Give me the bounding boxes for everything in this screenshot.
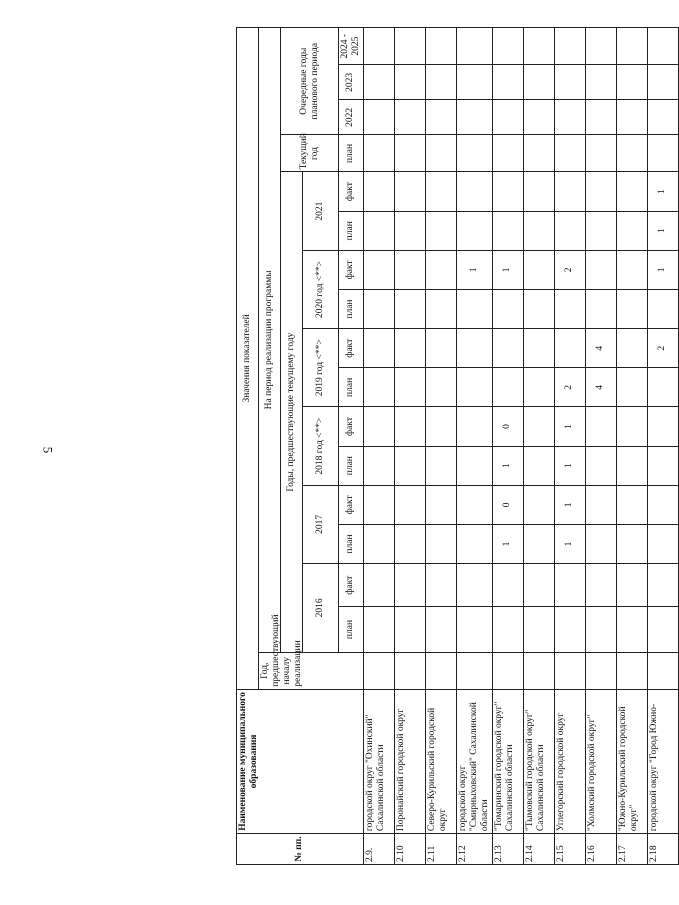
table-body xyxy=(363,28,678,865)
value-cell xyxy=(492,607,523,652)
header-2021: 2021 xyxy=(303,172,339,250)
value-cell xyxy=(394,368,425,407)
value-cell xyxy=(554,211,585,250)
value-cell xyxy=(523,368,554,407)
fact-2020: факт xyxy=(339,250,364,289)
value-cell xyxy=(492,368,523,407)
plan-2016: план xyxy=(339,607,364,652)
value-cell xyxy=(492,564,523,607)
value-cell xyxy=(616,100,647,135)
value-cell xyxy=(425,135,456,172)
value-cell: 4 xyxy=(585,329,616,368)
value-cell xyxy=(456,100,492,135)
value-cell xyxy=(363,28,394,65)
value-cell: 1 xyxy=(492,446,523,485)
value-cell xyxy=(523,485,554,524)
value-cell xyxy=(585,100,616,135)
municipality-name: "Тымовский городской округ" Сахалинской области xyxy=(523,689,554,833)
value-cell xyxy=(425,524,456,563)
fact-2019: факт xyxy=(339,329,364,368)
value-cell xyxy=(616,289,647,328)
header-current-year: Текущий год xyxy=(281,135,339,172)
value-cell xyxy=(456,485,492,524)
value-cell xyxy=(363,65,394,100)
base-year-cell xyxy=(456,652,492,689)
municipality-name: "Томаринский городской округ" Сахалинской области xyxy=(492,689,523,833)
value-cell xyxy=(647,407,678,446)
value-cell: 0 xyxy=(492,407,523,446)
header-period: На период реализации программы xyxy=(259,28,281,653)
table-row xyxy=(492,28,523,865)
value-cell xyxy=(425,211,456,250)
value-cell xyxy=(394,172,425,211)
row-number: 2.16 xyxy=(585,834,616,865)
document-table-rotated xyxy=(236,27,668,865)
value-cell xyxy=(425,607,456,652)
value-cell xyxy=(363,135,394,172)
value-cell xyxy=(425,172,456,211)
value-cell xyxy=(363,607,394,652)
value-cell xyxy=(363,172,394,211)
value-cell xyxy=(647,28,678,65)
value-cell xyxy=(647,446,678,485)
value-cell: 1 xyxy=(492,250,523,289)
value-cell xyxy=(523,289,554,328)
value-cell xyxy=(616,407,647,446)
value-cell xyxy=(425,100,456,135)
plan-2017: план xyxy=(339,524,364,563)
value-cell xyxy=(456,329,492,368)
row-number: 2.12 xyxy=(456,834,492,865)
row-number: 2.17 xyxy=(616,834,647,865)
value-cell: 1 xyxy=(492,524,523,563)
fact-2018: факт xyxy=(339,407,364,446)
value-cell xyxy=(585,564,616,607)
value-cell xyxy=(647,100,678,135)
value-cell xyxy=(456,564,492,607)
value-cell xyxy=(492,211,523,250)
row-number: 2.11 xyxy=(425,834,456,865)
value-cell xyxy=(394,485,425,524)
value-cell xyxy=(647,65,678,100)
value-cell xyxy=(363,485,394,524)
value-cell xyxy=(523,407,554,446)
value-cell xyxy=(616,485,647,524)
value-cell xyxy=(647,289,678,328)
value-cell xyxy=(425,329,456,368)
municipality-name: Поронайский городской округ xyxy=(394,689,425,833)
value-cell xyxy=(523,524,554,563)
base-year-cell xyxy=(554,652,585,689)
value-cell xyxy=(394,135,425,172)
value-cell xyxy=(394,211,425,250)
table-row xyxy=(616,28,647,865)
value-cell xyxy=(585,65,616,100)
municipality-name: городской округ "Город Южно- xyxy=(647,689,678,833)
municipality-name: "Холмский городской округ" xyxy=(585,689,616,833)
header-2018: 2018 год <**> xyxy=(303,407,339,485)
base-year-cell xyxy=(394,652,425,689)
value-cell xyxy=(394,289,425,328)
fact-2021: факт xyxy=(339,172,364,211)
value-cell xyxy=(523,329,554,368)
value-cell xyxy=(523,211,554,250)
base-year-cell xyxy=(523,652,554,689)
municipality-name: городской округ "Смирныховский" Сахалинской области xyxy=(456,689,492,833)
value-cell xyxy=(425,564,456,607)
row-number: 2.10 xyxy=(394,834,425,865)
value-cell xyxy=(492,65,523,100)
value-cell xyxy=(363,368,394,407)
value-cell xyxy=(425,407,456,446)
value-cell: 1 xyxy=(554,407,585,446)
value-cell xyxy=(394,329,425,368)
value-cell xyxy=(523,446,554,485)
value-cell xyxy=(616,329,647,368)
value-cell xyxy=(456,524,492,563)
municipality-name: Северо-Курильский городской округ xyxy=(425,689,456,833)
value-cell xyxy=(363,524,394,563)
value-cell xyxy=(585,135,616,172)
value-cell xyxy=(554,28,585,65)
value-cell xyxy=(523,172,554,211)
base-year-cell xyxy=(425,652,456,689)
value-cell xyxy=(523,250,554,289)
value-cell xyxy=(554,172,585,211)
value-cell: 1 xyxy=(554,485,585,524)
value-cell xyxy=(394,100,425,135)
value-cell xyxy=(394,250,425,289)
indicators-table xyxy=(236,27,679,865)
value-cell xyxy=(523,28,554,65)
header-2020: 2020 год <**> xyxy=(303,250,339,328)
value-cell xyxy=(425,28,456,65)
value-cell xyxy=(523,65,554,100)
value-cell xyxy=(492,135,523,172)
value-cell: 1 xyxy=(554,524,585,563)
table-row xyxy=(394,28,425,865)
value-cell xyxy=(363,329,394,368)
value-cell xyxy=(363,250,394,289)
value-cell xyxy=(394,524,425,563)
value-cell xyxy=(616,250,647,289)
value-cell xyxy=(647,368,678,407)
plan-2021: план xyxy=(339,211,364,250)
header-base-year: Год, предшествующий началу реализации xyxy=(259,652,364,689)
header-2024: 2024 - 2025 xyxy=(339,28,364,65)
value-cell xyxy=(456,368,492,407)
value-cell xyxy=(554,100,585,135)
value-cell xyxy=(456,607,492,652)
value-cell xyxy=(523,135,554,172)
value-cell xyxy=(363,564,394,607)
value-cell xyxy=(585,446,616,485)
value-cell xyxy=(456,446,492,485)
value-cell xyxy=(554,135,585,172)
value-cell xyxy=(425,368,456,407)
value-cell xyxy=(425,289,456,328)
plan-2018: план xyxy=(339,446,364,485)
value-cell: 1 xyxy=(456,250,492,289)
value-cell xyxy=(363,446,394,485)
base-year-cell xyxy=(616,652,647,689)
table-row xyxy=(363,28,394,865)
value-cell xyxy=(585,289,616,328)
value-cell xyxy=(554,607,585,652)
value-cell: 2 xyxy=(554,368,585,407)
value-cell xyxy=(554,564,585,607)
value-cell xyxy=(425,250,456,289)
value-cell xyxy=(363,289,394,328)
value-cell xyxy=(647,524,678,563)
fact-2017: факт xyxy=(339,485,364,524)
value-cell xyxy=(647,607,678,652)
municipality-name: "Южно-Курильский городской округ" xyxy=(616,689,647,833)
plan-2020: план xyxy=(339,289,364,328)
row-number: 2.18 xyxy=(647,834,678,865)
value-cell xyxy=(616,135,647,172)
value-cell xyxy=(585,250,616,289)
value-cell xyxy=(425,446,456,485)
value-cell xyxy=(647,564,678,607)
value-cell xyxy=(492,289,523,328)
header-2019: 2019 год <**> xyxy=(303,329,339,407)
table-row xyxy=(585,28,616,865)
value-cell: 1 xyxy=(647,211,678,250)
header-num: № пп. xyxy=(237,834,364,865)
table-row xyxy=(425,28,456,865)
value-cell xyxy=(492,329,523,368)
value-cell xyxy=(585,485,616,524)
value-cell xyxy=(394,564,425,607)
value-cell xyxy=(456,289,492,328)
municipality-name: Углегорский городской округ xyxy=(554,689,585,833)
header-2023: 2023 xyxy=(339,65,364,100)
table-row xyxy=(647,28,678,865)
value-cell xyxy=(585,607,616,652)
value-cell xyxy=(585,172,616,211)
value-cell xyxy=(394,407,425,446)
value-cell xyxy=(363,407,394,446)
value-cell xyxy=(425,65,456,100)
value-cell xyxy=(456,135,492,172)
row-number: 2.15 xyxy=(554,834,585,865)
value-cell xyxy=(616,524,647,563)
value-cell: 1 xyxy=(647,172,678,211)
value-cell xyxy=(523,607,554,652)
value-cell: 1 xyxy=(554,446,585,485)
municipality-name: городской округ "Охинский" Сахалинской области xyxy=(363,689,394,833)
value-cell xyxy=(492,172,523,211)
row-number: 2.13 xyxy=(492,834,523,865)
base-year-cell xyxy=(492,652,523,689)
table-row xyxy=(554,28,585,865)
base-year-cell xyxy=(647,652,678,689)
base-year-cell xyxy=(585,652,616,689)
value-cell xyxy=(616,65,647,100)
header-name: Наименование муниципального образования xyxy=(237,689,364,833)
value-cell xyxy=(554,329,585,368)
row-number: 2.9. xyxy=(363,834,394,865)
value-cell xyxy=(394,446,425,485)
value-cell xyxy=(616,564,647,607)
value-cell xyxy=(456,407,492,446)
page-number: 5 xyxy=(40,446,56,454)
row-number: 2.14 xyxy=(523,834,554,865)
value-cell xyxy=(647,135,678,172)
header-values: Значения показателей xyxy=(237,28,259,690)
plan-2019: план xyxy=(339,368,364,407)
value-cell xyxy=(523,564,554,607)
plan-2022: план xyxy=(339,135,364,172)
base-year-cell xyxy=(363,652,394,689)
value-cell: 2 xyxy=(554,250,585,289)
value-cell xyxy=(425,485,456,524)
header-2022: 2022 xyxy=(339,100,364,135)
value-cell xyxy=(616,446,647,485)
header-prev-years: Годы, предшествующие текущему году xyxy=(281,172,303,652)
value-cell: 0 xyxy=(492,485,523,524)
value-cell xyxy=(616,368,647,407)
header-2017: 2017 xyxy=(303,485,339,563)
value-cell xyxy=(394,65,425,100)
value-cell: 1 xyxy=(647,250,678,289)
value-cell xyxy=(554,289,585,328)
value-cell xyxy=(585,524,616,563)
value-cell: 4 xyxy=(585,368,616,407)
value-cell xyxy=(523,100,554,135)
value-cell xyxy=(363,211,394,250)
fact-2016: факт xyxy=(339,564,364,607)
value-cell xyxy=(456,211,492,250)
header-next-years: Очередные годы планового периода xyxy=(281,28,339,135)
value-cell xyxy=(394,607,425,652)
value-cell xyxy=(394,28,425,65)
value-cell xyxy=(492,28,523,65)
value-cell xyxy=(616,28,647,65)
value-cell xyxy=(585,28,616,65)
value-cell xyxy=(554,65,585,100)
table-row xyxy=(456,28,492,865)
value-cell xyxy=(585,407,616,446)
value-cell xyxy=(363,100,394,135)
value-cell xyxy=(585,211,616,250)
value-cell xyxy=(616,172,647,211)
value-cell xyxy=(616,211,647,250)
value-cell xyxy=(456,172,492,211)
value-cell xyxy=(456,28,492,65)
table-row xyxy=(523,28,554,865)
value-cell xyxy=(456,65,492,100)
value-cell: 2 xyxy=(647,329,678,368)
value-cell xyxy=(616,607,647,652)
header-2016: 2016 xyxy=(303,564,339,653)
value-cell xyxy=(492,100,523,135)
value-cell xyxy=(647,485,678,524)
